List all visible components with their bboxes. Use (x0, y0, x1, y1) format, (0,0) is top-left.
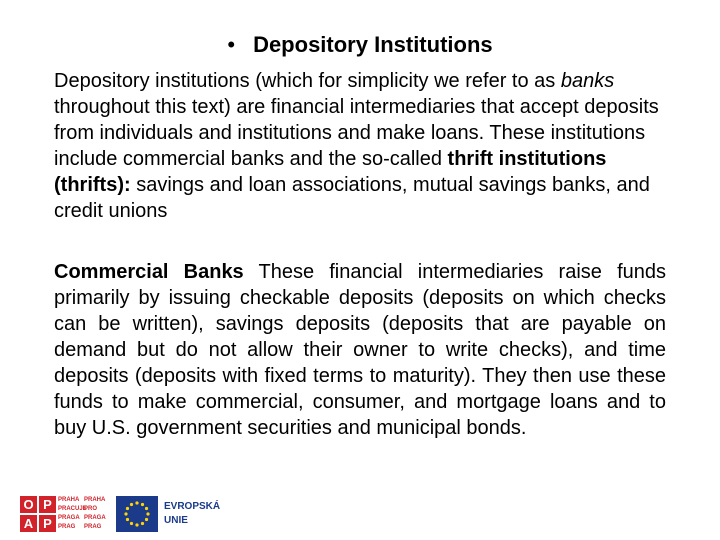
praha-word: PRAGA (58, 515, 80, 521)
p1-italic-banks: banks (560, 70, 615, 92)
paragraph-depository (54, 68, 666, 224)
flag-star (126, 507, 129, 510)
paragraph-commercial-banks (54, 259, 666, 441)
flag-star (146, 512, 149, 515)
praha-text-block (58, 496, 110, 532)
flag-star (124, 512, 127, 515)
slide-title: Depository Institutions (253, 32, 493, 57)
praha-word: PRAHA (58, 497, 80, 503)
p2-text: These financial intermediaries raise funds primarily by issuing checkable deposits (deposits on which checks can be written), savings deposits (deposits that are payable on demand but do not allow their owner to write checks), and time deposits (deposits with fixed terms to maturity). They then use these funds to make commercial, consumer, and mortgage loans and to buy U.S. government securities and municipal bonds. (54, 261, 666, 439)
praha-word: PRAGA (84, 515, 106, 521)
praha-word: PRAG (84, 524, 102, 530)
flag-star (141, 522, 144, 525)
oppa-letter: P (39, 515, 56, 532)
flag-star (130, 503, 133, 506)
flag-star (135, 501, 138, 504)
praha-word: PRACUJE (58, 506, 87, 512)
p1-text-2: throughout this text) are financial intermediaries that accept deposits from individuals and institutions and make loans. These institutions include commercial banks and the so-called (54, 96, 659, 170)
flag-star (135, 523, 138, 526)
oppa-letter: A (20, 515, 37, 532)
p2-bold-commercial-banks: Commercial Banks (54, 261, 244, 283)
praha-word: PRAG (58, 524, 76, 530)
flag-star (126, 518, 129, 521)
eu-label (164, 500, 220, 528)
slide-heading (0, 30, 720, 60)
flag-star (145, 507, 148, 510)
flag-star (130, 522, 133, 525)
flag-star (141, 503, 144, 506)
praha-word: PRO (84, 506, 98, 512)
oppa-letter: P (39, 496, 56, 513)
p1-text-3: savings and loan associations, mutual savings banks, and credit unions (54, 174, 650, 222)
praha-word: PRAHA (84, 497, 106, 503)
flag-star (145, 518, 148, 521)
eu-flag-icon (116, 496, 158, 532)
oppa-logo (20, 496, 56, 532)
p1-text-1: Depository institutions (which for simplicity we refer to as (54, 70, 561, 92)
p1-bold-thrifts: thrift institutions (thrifts): (54, 148, 607, 196)
oppa-letter: O (20, 496, 37, 513)
eu-label-line2: UNIE (164, 515, 188, 526)
eu-label-line1: EVROPSKÁ (164, 501, 221, 512)
bullet: • (227, 32, 236, 57)
